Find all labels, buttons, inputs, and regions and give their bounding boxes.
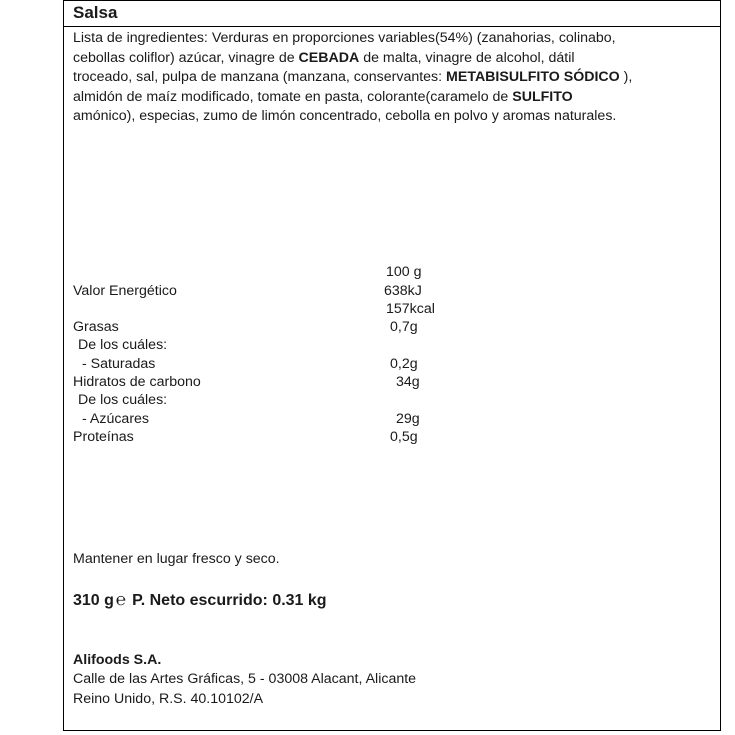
nutrition-per-header: 100 g [386,264,422,280]
product-title: Salsa [73,3,118,22]
nutrition-label-energy: Valor Energético [73,283,177,299]
drained-weight: P. Neto escurrido: 0.31 kg [132,592,327,609]
nutrition-label-carbs: Hidratos de carbono [73,374,201,390]
nutrition-value-energy-kcal: 157kcal [386,301,435,317]
ingredients-part: amónico), especias, zumo de limón concentrado, cebolla en polvo y aromas naturales. [73,108,617,125]
storage-instructions: Mantener en lugar fresco y seco. [73,551,280,567]
nutrition-label-fat: Grasas [73,319,119,335]
ingredients-part: Verduras en proporciones variables(54%) (zanahorias, colinabo, cebollas coliflor) azúcar, vinagre de [73,30,616,66]
nutrition-label-of-which: De los cuáles: [78,392,168,408]
nutrition-label-protein: Proteínas [73,429,134,445]
nutrition-label-sugars: - Azúcares [82,411,150,427]
nutrition-value-sugars: 29g [396,411,420,427]
nutrition-label-saturated: - Saturadas [82,356,156,372]
title-row [63,0,721,27]
allergen-metabisulfito: METABISULFITO SÓDICO [446,69,620,86]
ingredients-label: Lista de ingredientes: [73,30,208,46]
nutrition-label-of-which: De los cuáles: [78,337,168,353]
nutrition-value-saturated: 0,2g [390,356,418,372]
net-weight-line [73,590,327,610]
allergen-cebada: CEBADA [298,49,360,66]
ingredients-part: de malta, vinagre de alcohol, dátil troceado, sal, pulpa de manzana (manzana, conservantes: [73,49,575,86]
ingredients-part: ), almidón de maíz modificado, tomate en pasta, colorante(caramelo de [73,69,633,105]
nutrition-value-fat: 0,7g [390,319,418,335]
net-weight: 310 g [73,592,114,609]
company-address-line1: Calle de las Artes Gráficas, 5 - 03008 Alacant, Alicante [73,671,417,687]
company-name: Alifoods S.A. [73,652,162,668]
estimated-sign-icon: ℮ [115,590,127,609]
nutrition-value-protein: 0,5g [390,429,418,445]
allergen-sulfito: SULFITO [512,88,573,105]
company-address-line2: Reino Unido, R.S. 40.10102/A [73,691,264,707]
ingredients-list [73,29,633,127]
nutrition-value-carbs: 34g [396,374,420,390]
nutrition-value-energy-kj: 638kJ [384,283,422,299]
